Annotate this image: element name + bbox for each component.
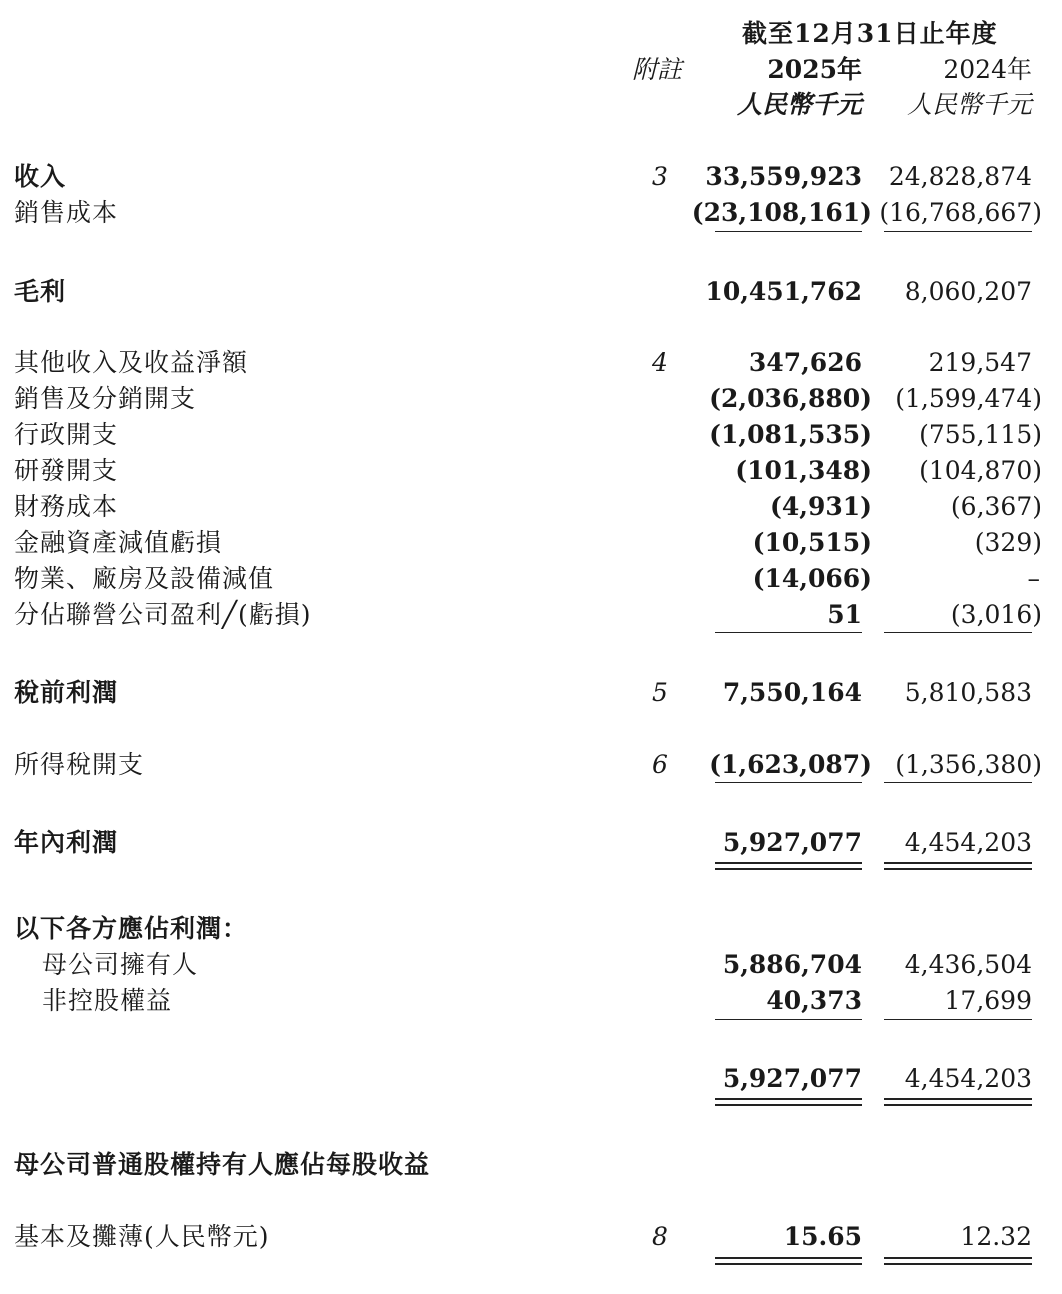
owners-label: 母公司擁有人 — [42, 950, 199, 979]
attrib-heading: 以下各方應佔利潤： — [14, 914, 249, 943]
gross-profit-label: 毛利 — [14, 277, 67, 306]
rule-profit-2024 — [884, 782, 1032, 783]
rule-profit-2025 — [715, 782, 862, 783]
year-2024-header: 2024年 — [943, 55, 1032, 84]
nci-2025: 40,373 — [766, 986, 862, 1015]
pbt-label: 稅前利潤 — [14, 678, 119, 707]
pbt-2025: 7,550,164 — [722, 678, 862, 707]
finance-cost-2025: (4,931) — [770, 492, 872, 521]
double-rule-eps-2025-a — [715, 1257, 862, 1259]
double-rule-profit-2024-a — [884, 862, 1032, 864]
nci-label: 非控股權益 — [42, 986, 173, 1015]
admin-exp-2025: (1,081,535) — [709, 420, 872, 449]
rule-attrib-2024 — [884, 1019, 1032, 1020]
attrib-total-2025: 5,927,077 — [722, 1064, 862, 1093]
eps-2024: 12.32 — [960, 1222, 1032, 1251]
fin-asset-impair-2024: (329) — [974, 528, 1042, 557]
rule-pbt-2025 — [715, 632, 862, 633]
assoc-share-2024: (3,016) — [950, 600, 1042, 629]
selling-exp-label: 銷售及分銷開支 — [14, 384, 197, 413]
period-header: 截至12月31日止年度 — [742, 19, 998, 48]
eps-2025: 15.65 — [783, 1222, 862, 1251]
rule-attrib-2025 — [715, 1019, 862, 1020]
profit-year-label: 年內利潤 — [14, 828, 119, 857]
revenue-2024: 24,828,874 — [888, 162, 1032, 191]
gross-profit-2024: 8,060,207 — [904, 277, 1032, 306]
pbt-2024: 5,810,583 — [904, 678, 1032, 707]
other-income-note: 4 — [652, 348, 668, 377]
selling-exp-2024: (1,599,474) — [895, 384, 1042, 413]
revenue-label: 收入 — [14, 162, 67, 191]
eps-heading: 母公司普通股權持有人應佔每股收益 — [14, 1150, 431, 1179]
nci-2024: 17,699 — [944, 986, 1032, 1015]
ppe-impair-label: 物業、廠房及設備減值 — [14, 564, 275, 593]
year-2025-header: 2025年 — [767, 55, 862, 84]
double-rule-attrib-2024-a — [884, 1098, 1032, 1100]
double-rule-eps-2025-b — [715, 1263, 862, 1265]
admin-exp-label: 行政開支 — [14, 420, 119, 449]
double-rule-attrib-2025-b — [715, 1104, 862, 1106]
tax-2024: (1,356,380) — [895, 750, 1042, 779]
revenue-2025: 33,559,923 — [705, 162, 862, 191]
eps-label: 基本及攤薄(人民幣元) — [14, 1222, 270, 1251]
unit-2025-header: 人民幣千元 — [736, 90, 862, 119]
rule-gross-2025 — [715, 231, 862, 232]
revenue-note: 3 — [652, 162, 668, 191]
selling-exp-2025: (2,036,880) — [709, 384, 872, 413]
owners-2024: 4,436,504 — [904, 950, 1032, 979]
rule-pbt-2024 — [884, 632, 1032, 633]
double-rule-profit-2025-a — [715, 862, 862, 864]
double-rule-attrib-2024-b — [884, 1104, 1032, 1106]
other-income-label: 其他收入及收益淨額 — [14, 348, 249, 377]
double-rule-attrib-2025-a — [715, 1098, 862, 1100]
finance-cost-2024: (6,367) — [950, 492, 1042, 521]
cost-of-sales-2025: (23,108,161) — [691, 198, 872, 227]
double-rule-eps-2024-b — [884, 1263, 1032, 1265]
tax-label: 所得稅開支 — [14, 750, 145, 779]
cost-of-sales-2024: (16,768,667) — [879, 198, 1042, 227]
rule-gross-2024 — [884, 231, 1032, 232]
rnd-exp-2024: (104,870) — [919, 456, 1042, 485]
tax-2025: (1,623,087) — [709, 750, 872, 779]
ppe-impair-2024: – — [1027, 564, 1040, 593]
gross-profit-2025: 10,451,762 — [705, 277, 862, 306]
attrib-total-2024: 4,454,203 — [904, 1064, 1032, 1093]
double-rule-eps-2024-a — [884, 1257, 1032, 1259]
fin-asset-impair-label: 金融資產減值虧損 — [14, 528, 223, 557]
double-rule-profit-2024-b — [884, 868, 1032, 870]
admin-exp-2024: (755,115) — [919, 420, 1042, 449]
rnd-exp-label: 研發開支 — [14, 456, 119, 485]
cost-of-sales-label: 銷售成本 — [14, 198, 119, 227]
profit-year-2025: 5,927,077 — [722, 828, 862, 857]
double-rule-profit-2025-b — [715, 868, 862, 870]
unit-2024-header: 人民幣千元 — [906, 90, 1032, 119]
pbt-note: 5 — [652, 678, 668, 707]
assoc-share-label: 分佔聯營公司盈利╱(虧損) — [14, 600, 312, 629]
other-income-2025: 347,626 — [748, 348, 862, 377]
profit-year-2024: 4,454,203 — [904, 828, 1032, 857]
rnd-exp-2025: (101,348) — [735, 456, 872, 485]
assoc-share-2025: 51 — [827, 600, 862, 629]
ppe-impair-2025: (14,066) — [752, 564, 872, 593]
eps-note: 8 — [652, 1222, 668, 1251]
tax-note: 6 — [652, 750, 668, 779]
fin-asset-impair-2025: (10,515) — [752, 528, 872, 557]
owners-2025: 5,886,704 — [722, 950, 862, 979]
note-column-header: 附註 — [632, 55, 683, 84]
finance-cost-label: 財務成本 — [14, 492, 119, 521]
other-income-2024: 219,547 — [928, 348, 1032, 377]
